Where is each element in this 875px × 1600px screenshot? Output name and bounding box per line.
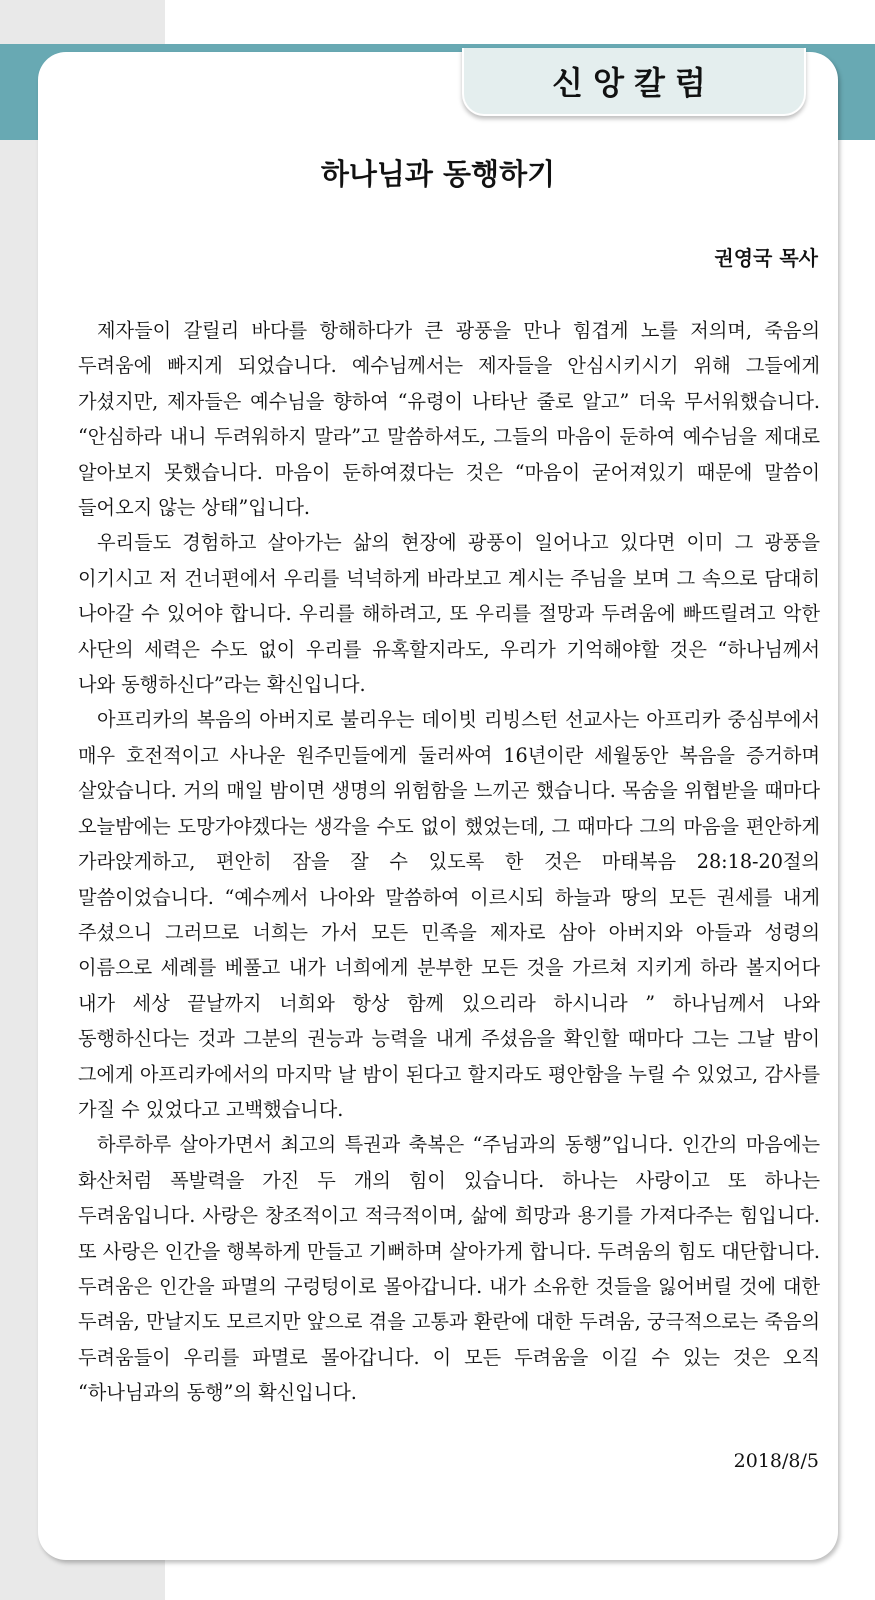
paragraph: 아프리카의 복음의 아버지로 불리우는 데이빗 리빙스턴 선교사는 아프리카 중심부에서 매우 호전적이고 사나운 원주민들에게 둘러싸여 16년이란 세월동안 복음을 증거하며 살았습니다. 거의 매일 밤이면 생명의 위험함을 느끼곤 했습니다. 목숨을 위협받을 때마다 오늘밤에는 도망가야겠다는 생각을 수도 없이 했었는데, 그 때마다 그의 마음을 편안하게 가라앉게하고, 편안히 잠을 잘 수 있도록 한 것은 마태복음 28:18-20절의 말씀이었습니다. “예수께서 나아와 말씀하여 이르시되 하늘과 땅의 모든 권세를 내게 주셨으니 그러므로 너희는 가서 모든 민족을 제자로 삼아 아버지와 아들과 성령의 이름으로 세례를 베풀고 내가 너희에게 분부한 모든 것을 가르쳐 지키게 하라 볼지어다 내가 세상 끝날까지 너희와 항상 함께 있으리라 하시니라 ” 하나님께서 나와 동행하신다는 것과 그분의 권능과 능력을 내게 주셨음을 확인할 때마다 그는 그날 밤이 그에게 아프리카에서의 마지막 날 밤이 된다고 할지라도 평안함을 누릴 수 있었고, 감사를 가질 수 있었다고 고백했습니다. [78,708,820,1121]
section-label: 신앙칼럼 [552,64,716,102]
article-date: 2018/8/5 [733,1450,819,1472]
article-author: 권영국 목사 [714,246,818,270]
paragraph: 우리들도 경험하고 살아가는 삶의 현장에 광풍이 일어나고 있다면 이미 그 광풍을 이기시고 저 건너편에서 우리를 넉넉하게 바라보고 계시는 주님을 보며 그 속으로 담대히 나아갈 수 있어야 합니다. 우리를 해하려고, 또 우리를 절망과 두려움에 빠뜨릴려고 악한 사단의 세력은 수도 없이 우리를 유혹할지라도, 우리가 기억해야할 것은 “하나님께서 나와 동행하신다”라는 확신입니다. [78,531,820,697]
article-title: 하나님과 동행하기 [320,157,556,191]
article-body [78,313,820,1411]
paragraph: 하루하루 살아가면서 최고의 특권과 축복은 “주님과의 동행”입니다. 인간의 마음에는 화산처럼 폭발력을 가진 두 개의 힘이 있습니다. 하나는 사랑이고 또 하나는 두려움입니다. 사랑은 창조적이고 적극적이며, 삶에 희망과 용기를 가져다주는 힘입니다. 또 사랑은 인간을 행복하게 만들고 기뻐하며 살아가게 합니다. 두려움의 힘도 대단합니다. 두려움은 인간을 파멸의 구렁텅이로 몰아갑니다. 내가 소유한 것들을 잃어버릴 것에 대한 두려움, 만날지도 모르지만 앞으로 겪을 고통과 환란에 대한 두려움, 궁극적으로는 죽음의 두려움들이 우리를 파멸로 몰아갑니다. 이 모든 두려움을 이길 수 있는 것은 오직 “하나님과의 동행”의 확신입니다. [78,1133,820,1405]
section-tab [462,48,806,116]
paragraph: 제자들이 갈릴리 바다를 항해하다가 큰 광풍을 만나 힘겹게 노를 저의며, 죽음의 두려움에 빠지게 되었습니다. 예수님께서는 제자들을 안심시키시기 위해 그들에게 가셨지만, 제자들은 예수님을 향하여 “유령이 나타난 줄로 알고” 더욱 무서워했습니다. “안심하라 내니 두려워하지 말라”고 말씀하셔도, 그들의 마음이 둔하여 예수님을 제대로 알아보지 못했습니다. 마음이 둔하여졌다는 것은 “마음이 굳어져있기 때문에 말씀이 들어오지 않는 상태”입니다. [78,319,820,520]
